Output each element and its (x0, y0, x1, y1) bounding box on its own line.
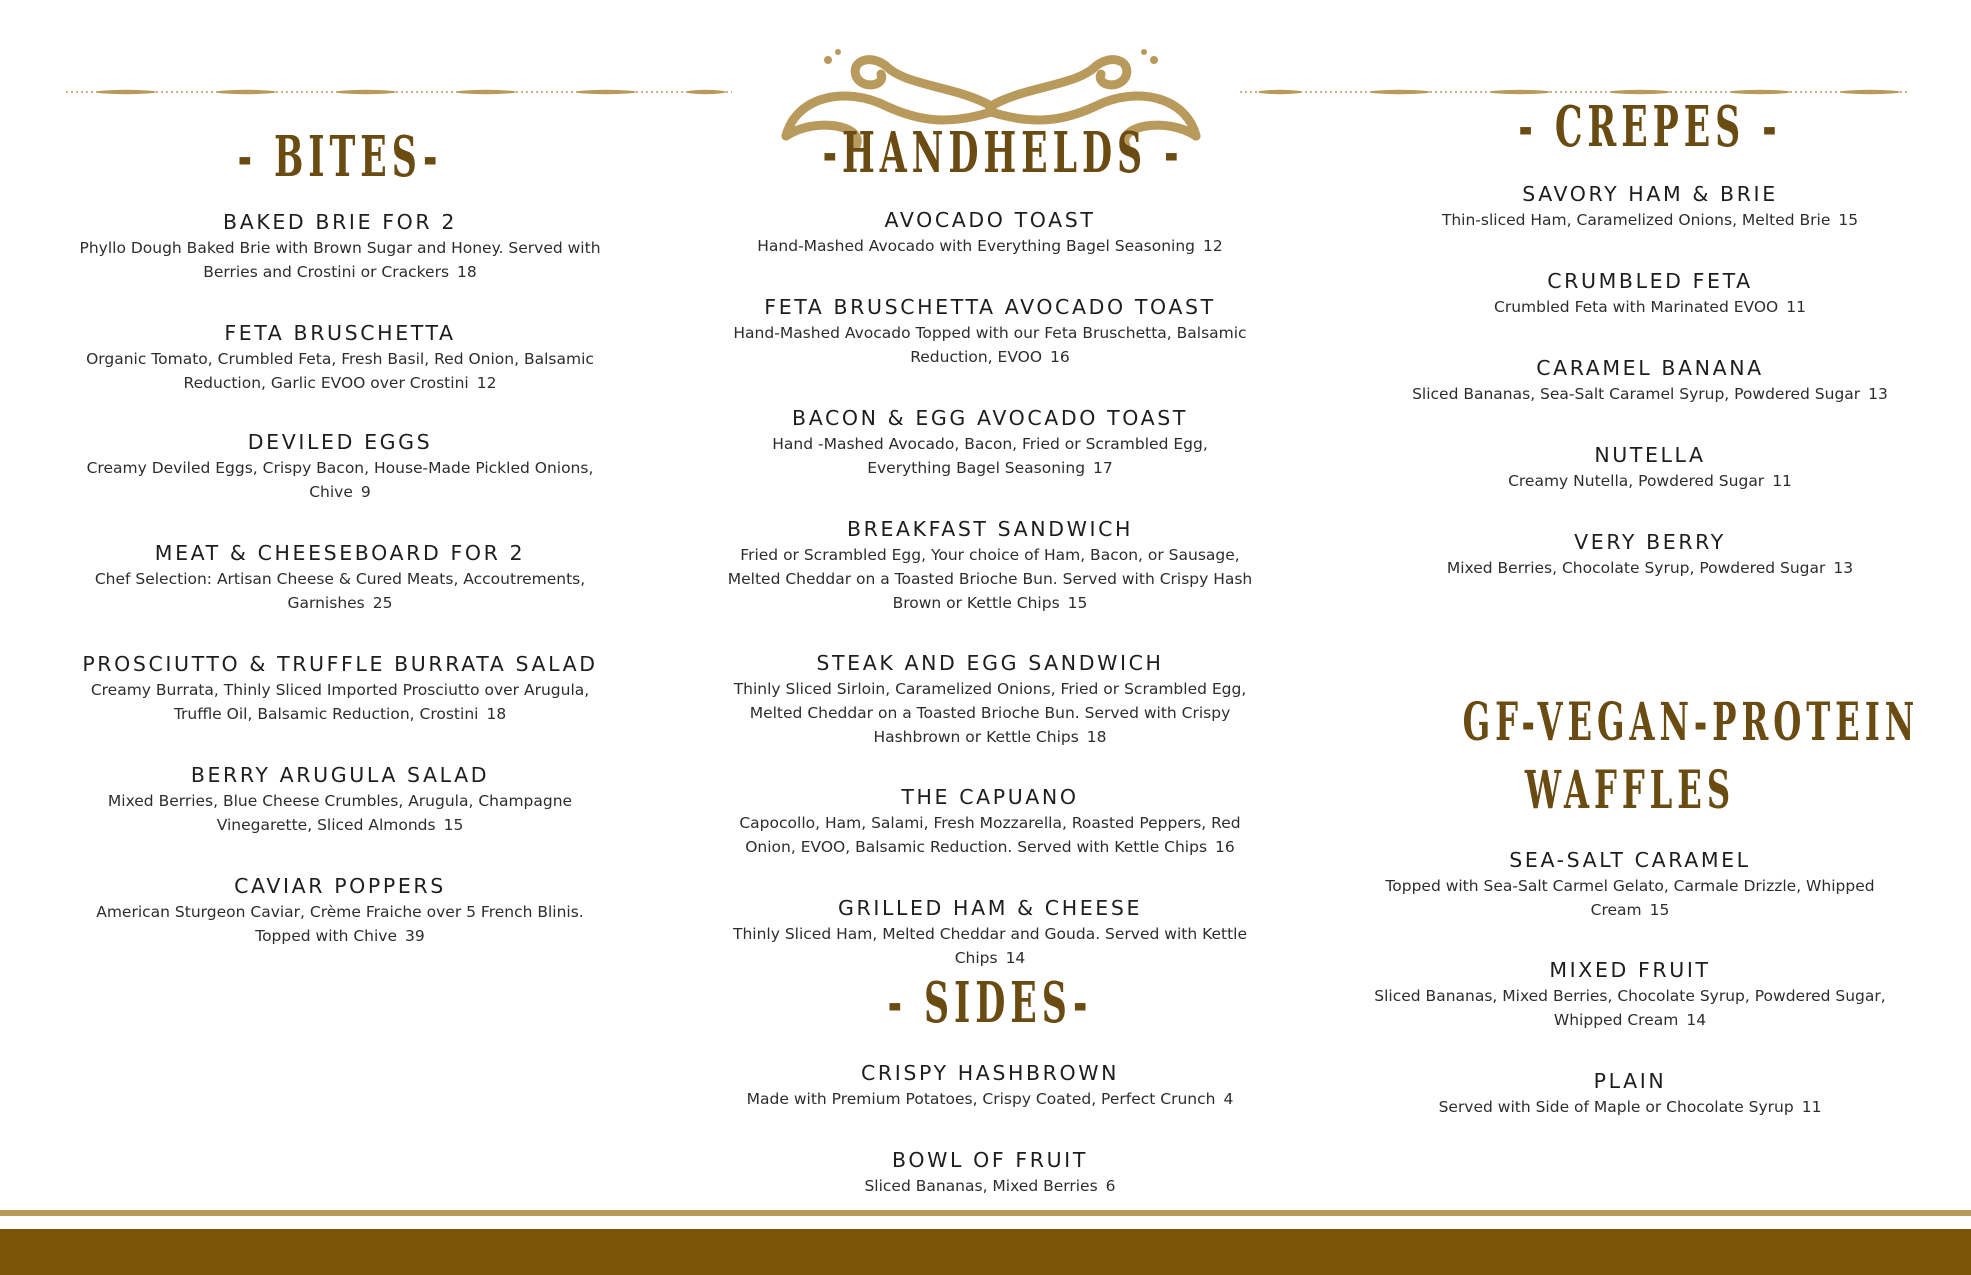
menu-item (720, 784, 1260, 859)
menu-item (720, 1147, 1260, 1198)
item-price: 12 (476, 374, 497, 392)
menu-item (1380, 355, 1920, 406)
item-description: Organic Tomato, Crumbled Feta, Fresh Basil, Red Onion, Balsamic Reduction, Garlic EVOO over Crostini 12 (86, 350, 594, 392)
item-description: Hand-Mashed Avocado Topped with our Feta Bruschetta, Balsamic Reduction, EVOO 16 (733, 324, 1247, 366)
item-name: CRISPY HASHBROWN (860, 1061, 1120, 1085)
item-name: THE CAPUANO (901, 785, 1079, 809)
item-price: 18 (486, 705, 507, 723)
item-description: Topped with Sea-Salt Carmel Gelato, Carmale Drizzle, Whipped Cream 15 (1385, 877, 1875, 919)
menu-item (70, 540, 610, 615)
menu-item (1380, 529, 1920, 580)
item-price: 15 (1649, 901, 1670, 919)
item-description: Crumbled Feta with Marinated EVOO 11 (1494, 298, 1806, 316)
item-name: FETA BRUSCHETTA (224, 321, 456, 345)
menu-item (70, 429, 610, 504)
item-description: Capocollo, Ham, Salami, Fresh Mozzarella, Roasted Peppers, Red Onion, EVOO, Balsamic Reduction. Served with Kettle Chips 16 (739, 814, 1241, 856)
item-description: Hand-Mashed Avocado with Everything Bagel Seasoning 12 (757, 237, 1223, 255)
item-name: VERY BERRY (1574, 530, 1726, 554)
sides-heading: - SIDES- (887, 970, 1093, 1036)
item-price: 18 (457, 263, 477, 281)
item-price: 14 (1005, 949, 1026, 967)
item-name: MIXED FRUIT (1549, 958, 1711, 982)
item-price: 13 (1868, 385, 1888, 403)
waffles-heading-line2: WAFFLES (1524, 760, 1736, 821)
item-price: 39 (405, 927, 425, 945)
item-name: BACON & EGG AVOCADO TOAST (792, 406, 1188, 430)
item-price: 25 (372, 594, 393, 612)
item-name: FETA BRUSCHETTA AVOCADO TOAST (764, 295, 1216, 319)
item-name: NUTELLA (1594, 443, 1706, 467)
item-price: 15 (1838, 211, 1859, 229)
menu-item (720, 1060, 1260, 1111)
footer-gold-rule (0, 1210, 1971, 1216)
handhelds-heading: -HANDHELDS - (822, 120, 1184, 186)
item-price: 11 (1801, 1098, 1822, 1116)
item-price: 16 (1050, 348, 1070, 366)
item-name: PLAIN (1593, 1069, 1667, 1093)
item-description: Chef Selection: Artisan Cheese & Cured Meats, Accoutrements, Garnishes 25 (94, 570, 586, 612)
menu-item (70, 651, 610, 726)
item-name: PROSCIUTTO & TRUFFLE BURRATA SALAD (82, 652, 598, 676)
menu-item (1380, 181, 1920, 232)
bites-heading: - BITES- (237, 124, 443, 190)
item-description: Sliced Bananas, Mixed Berries 6 (864, 1177, 1116, 1195)
footer-brown-band (0, 1229, 1971, 1275)
menu-item (720, 650, 1260, 749)
item-description: Creamy Nutella, Powdered Sugar 11 (1508, 472, 1792, 490)
item-description: Mixed Berries, Chocolate Syrup, Powdered Sugar 13 (1446, 559, 1854, 577)
item-price: 9 (360, 483, 371, 501)
menu-item (720, 895, 1260, 970)
item-price: 6 (1105, 1177, 1116, 1195)
menu-item (720, 294, 1260, 369)
item-description: Hand -Mashed Avocado, Bacon, Fried or Scrambled Egg, Everything Bagel Seasoning 17 (772, 435, 1208, 477)
menu-item (1360, 1068, 1900, 1119)
item-price: 18 (1086, 728, 1107, 746)
menu-item (720, 207, 1260, 258)
item-description: Thinly Sliced Sirloin, Caramelized Onions, Fried or Scrambled Egg, Melted Cheddar on a Toasted Brioche Bun. Served with Crispy Hashbrown or Kettle Chips 18 (733, 680, 1247, 746)
item-name: CAVIAR POPPERS (234, 874, 446, 898)
menu-item (70, 209, 610, 284)
item-name: CARAMEL BANANA (1536, 356, 1764, 380)
item-description: Mixed Berries, Blue Cheese Crumbles, Arugula, Champagne Vinegarette, Sliced Almonds 15 (107, 792, 573, 834)
item-name: BREAKFAST SANDWICH (846, 517, 1134, 541)
item-description: Thin-sliced Ham, Caramelized Onions, Melted Brie 15 (1441, 211, 1859, 229)
dotted-rule-left-ornament (66, 84, 732, 100)
item-description: Sliced Bananas, Sea-Salt Caramel Syrup, Powdered Sugar 13 (1412, 385, 1888, 403)
item-name: BERRY ARUGULA SALAD (190, 763, 490, 787)
menu-item (70, 873, 610, 948)
menu-item (70, 320, 610, 395)
item-price: 12 (1203, 237, 1223, 255)
item-description: Fried or Scrambled Egg, Your choice of Ham, Bacon, or Sausage, Melted Cheddar on a Toasted Brioche Bun. Served with Crispy Hash Brown or Kettle Chips 15 (727, 546, 1253, 612)
item-description: Phyllo Dough Baked Brie with Brown Sugar and Honey. Served with Berries and Crostini or Crackers 18 (79, 239, 601, 281)
item-name: SAVORY HAM & BRIE (1522, 182, 1778, 206)
item-price: 17 (1093, 459, 1113, 477)
item-name: MEAT & CHEESEBOARD FOR 2 (154, 541, 526, 565)
menu-item (1380, 442, 1920, 493)
item-description: American Sturgeon Caviar, Crème Fraiche over 5 French Blinis. Topped with Chive 39 (96, 903, 584, 945)
item-name: GRILLED HAM & CHEESE (837, 896, 1143, 920)
item-name: SEA-SALT CARAMEL (1509, 848, 1751, 872)
menu-item (1360, 847, 1900, 922)
item-description: Served with Side of Maple or Chocolate Syrup 11 (1438, 1098, 1822, 1116)
item-price: 14 (1686, 1011, 1707, 1029)
menu-item (720, 516, 1260, 615)
item-description: Creamy Deviled Eggs, Crispy Bacon, House-Made Pickled Onions, Chive 9 (86, 459, 594, 501)
item-description: Made with Premium Potatoes, Crispy Coated, Perfect Crunch 4 (746, 1090, 1234, 1108)
item-price: 15 (1067, 594, 1088, 612)
item-description: Thinly Sliced Ham, Melted Cheddar and Gouda. Served with Kettle Chips 14 (732, 925, 1248, 967)
item-price: 4 (1223, 1090, 1234, 1108)
menu-item (720, 405, 1260, 480)
item-description: Creamy Burrata, Thinly Sliced Imported Prosciutto over Arugula, Truffle Oil, Balsamic Reduction, Crostini 18 (90, 681, 590, 723)
item-name: BAKED BRIE FOR 2 (223, 210, 457, 234)
item-name: DEVILED EGGS (247, 430, 433, 454)
item-name: STEAK AND EGG SANDWICH (816, 651, 1164, 675)
item-description: Sliced Bananas, Mixed Berries, Chocolate Syrup, Powdered Sugar, Whipped Cream 14 (1374, 987, 1886, 1029)
item-price: 13 (1833, 559, 1854, 577)
menu-item (1360, 957, 1900, 1032)
menu-item (70, 762, 610, 837)
waffles-heading-line1: GF-VEGAN-PROTEIN (1462, 692, 1920, 753)
item-price: 16 (1215, 838, 1235, 856)
item-price: 11 (1772, 472, 1792, 490)
item-name: BOWL OF FRUIT (892, 1148, 1088, 1172)
item-name: CRUMBLED FETA (1547, 269, 1753, 293)
menu-item (1380, 268, 1920, 319)
item-price: 15 (443, 816, 464, 834)
crepes-heading: - CREPES - (1518, 94, 1782, 160)
item-price: 11 (1786, 298, 1806, 316)
item-name: AVOCADO TOAST (884, 208, 1096, 232)
